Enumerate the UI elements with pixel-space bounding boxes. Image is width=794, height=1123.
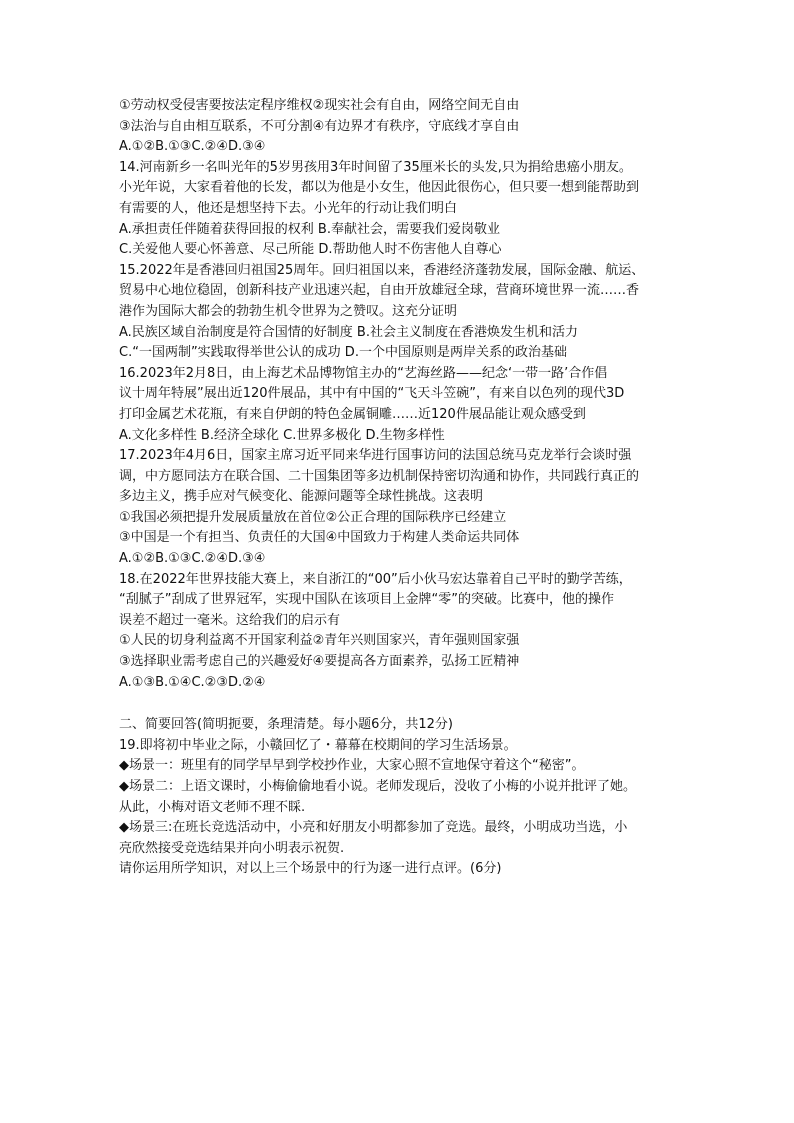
- answer-options: A.①②B.①③C.②④D.③④: [119, 551, 266, 567]
- text-line: 港作为国际大都会的勃勃生机令世界为之赞叹。这充分证明: [119, 303, 458, 319]
- answer-options: A.文化多样性 B.经济全球化 C.世界多极化 D.生物多样性: [119, 427, 445, 443]
- text-line: ③法治与自由相互联系，不可分割④有边界才有秩序，守底线才享自由: [119, 118, 520, 134]
- text-line: 议十周年特展”展出近120件展品，其中有中国的“飞天斗笠碗”，有来自以色列的现代3D: [119, 386, 625, 402]
- question-17: 17.2023年4月6日，国家主席习近平同来华进行国事访问的法国总统马克龙举行会谈时强: [119, 448, 632, 464]
- text-line: 打印金属艺术花瓶，有来自伊朗的特色金属铜雕……近120件展品能让观众感受到: [119, 406, 586, 422]
- text-line: 调，中方愿同法方在联合国、二十国集团等多边机制保持密切沟通和协作，共同践行真正的: [119, 468, 640, 484]
- text-line: 误差不超过一毫米。这给我们的启示有: [119, 612, 341, 628]
- scenario-1: ◆场景一：班里有的同学早早到学校抄作业，大家心照不宣地保守着这个“秘密”。: [119, 758, 585, 774]
- answer-options: A.①②B.①③C.②④D.③④: [119, 139, 266, 155]
- text-line: ③选择职业需考虑自己的兴趣爱好④要提高各方面素养，弘扬工匠精神: [119, 654, 520, 670]
- text-line: 从此，小梅对语文老师不理不睬.: [119, 799, 306, 815]
- text-line: “刮腻子”刮成了世界冠军，实现中国队在该项目上金牌“零”的突破。比赛中，他的操作: [119, 592, 614, 608]
- answer-options: C.“一国两制”实践取得举世公认的成功 D.一个中国原则是两岸关系的政治基础: [119, 345, 567, 361]
- text-line: ③中国是一个有担当、负责任的大国④中国致力于构建人类命运共同体: [119, 530, 520, 546]
- question-15: 15.2022年是香港回归祖国25周年。回归祖国以来，香港经济蓬勃发展，国际金融、航运、: [119, 262, 645, 278]
- answer-options: A.民族区域自治制度是符合国情的好制度 B.社会主义制度在香港焕发生机和活力: [119, 324, 578, 340]
- question-19: 19.即将初中毕业之际，小赣回忆了・幕幕在校期间的学习生活场景。: [119, 737, 517, 753]
- text-line: 多边主义，携手应对气候变化、能源问题等全球性挑战。这表明: [119, 489, 484, 505]
- question-18: 18.在2022年世界技能大赛上，来自浙江的“00”后小伙马宏达靠着自己平时的勤学苦练，: [119, 571, 632, 587]
- text-line: 亮欣然接受竞选结果并向小明表示祝贺.: [119, 840, 345, 856]
- section-gap: [119, 693, 679, 715]
- answer-options: A.①③B.①④C.②③D.②④: [119, 674, 266, 690]
- text-line: 贸易中心地位稳固，创新科技产业迅速兴起，自由开放雄冠全球，营商环境世界一流……香: [119, 283, 640, 299]
- answer-options: C.关爱他人要心怀善意、尽己所能 D.帮助他人时不伤害他人自尊心: [119, 242, 502, 258]
- exam-page: [119, 96, 679, 880]
- text-line: 有需要的人，他还是想坚持下去。小光年的行动让我们明白: [119, 200, 458, 216]
- question-prompt: 请你运用所学知识，对以上三个场景中的行为逐一进行点评。(6分): [119, 861, 502, 877]
- answer-options: A.承担责任伴随着获得回报的权利 B.奉献社会，需要我们爱岗敬业: [119, 221, 500, 237]
- text-line: ①我国必须把提升发展质量放在首位②公正合理的国际秩序已经建立: [119, 509, 507, 525]
- section-heading: 二、简要回答(简明扼要，条理清楚。每小题6分，共12分): [119, 717, 453, 733]
- scenario-3: ◆场景三:在班长竞选活动中，小亮和好朋友小明都参加了竞选。最终，小明成功当选，小: [119, 820, 628, 836]
- text-line: 小光年说，大家看着他的长发，都以为他是小女生，他因此很伤心，但只要一想到能帮助到: [119, 180, 640, 196]
- text-line: ①劳动权受侵害要按法定程序维权②现实社会有自由，网络空间无自由: [119, 98, 520, 113]
- scenario-2: ◆场景二：上语文课时，小梅偷偷地看小说。老师发现后，没收了小梅的小说并批评了她。: [119, 779, 636, 794]
- question-14: 14.河南新乡一名叫光年的5岁男孩用3年时间留了35厘米长的头发,只为捐给患癌小朋友。: [119, 159, 632, 175]
- text-line: ①人民的切身利益离不开国家利益②青年兴则国家兴，青年强则国家强: [119, 633, 520, 649]
- question-16: 16.2023年2月8日，由上海艺术品博物馆主办的“艺海丝路——纪念‘一带一路’合作倡: [119, 365, 608, 381]
